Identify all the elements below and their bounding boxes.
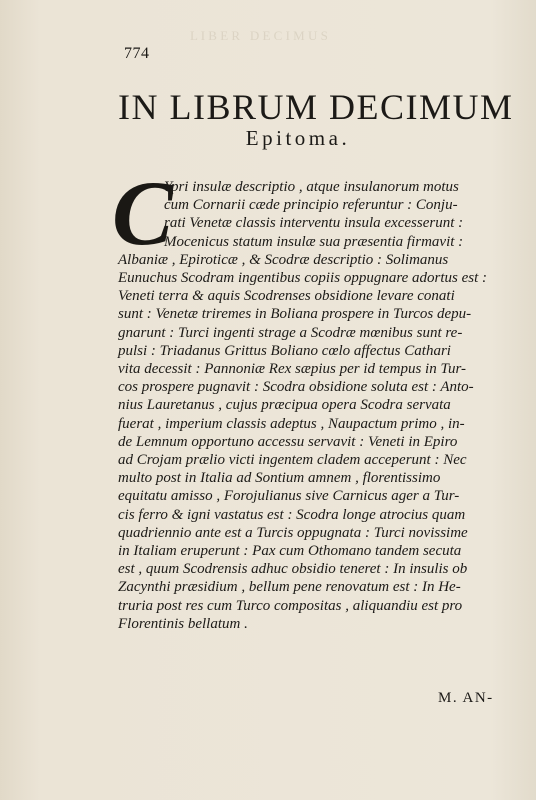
text-line: Eunuchus Scodram ingentibus copiis oppugnare adortus est :	[118, 270, 488, 287]
text-line: Florentinis bellatum .	[118, 615, 248, 632]
page-subtitle: Epitoma.	[245, 126, 351, 150]
text-line: cis ferro & igni vastatus est : Scodra longe atrocius quam	[118, 506, 466, 523]
text-line: vita decessit : Pannoniæ Rex sæpius per id tempus in Tur-	[118, 361, 467, 378]
text-line: est , quum Scodrensis adhuc obsidio teneret : In insulis ob	[118, 561, 468, 578]
text-line: cos prospere pugnavit : Scodra obsidione soluta est : Anto-	[118, 379, 474, 396]
show-through-text: L I B E R D E C I M U S	[190, 28, 328, 43]
text-line: cum Cornarii cæde principio referuntur : Conju-	[164, 197, 458, 214]
page-title: IN LIBRUM DECIMUM	[118, 87, 514, 127]
page-number: 774	[124, 45, 150, 62]
text-line: Mocenicus statum insulæ sua præsentia firmavit :	[164, 233, 464, 250]
epitome-body	[118, 178, 512, 633]
text-line: ad Crojam prælio victi ingentem cladem acceperunt : Nec	[118, 452, 467, 469]
text-line: quadriennio ante est a Turcis oppugnata : Turci novissime	[118, 524, 468, 541]
text-line: Zacynthi præsidium , bellum pene renovatum est : In He-	[118, 579, 461, 596]
text-line: gnarunt : Turci ingenti strage a Scodræ mœnibus sunt re-	[118, 324, 463, 341]
text-line: truria post res cum Turco compositas , aliquandiu est pro	[118, 597, 463, 614]
drop-capital: C	[112, 178, 174, 254]
text-line: multo post in Italia ad Sontium amnem , florentissimo	[118, 470, 441, 487]
text-line: rati Venetæ classis interventu insula excesserunt :	[164, 215, 464, 232]
text-line: pulsi : Triadanus Grittus Boliano cœlo affectus Cathari	[118, 342, 451, 359]
catchword: M. AN-	[438, 690, 494, 706]
text-line: Veneti terra & aquis Scodrenses obsidione levare conati	[118, 288, 455, 305]
text-line: fuerat , imperium classis adeptus , Naupactum primo , in-	[118, 415, 465, 432]
text-line: Albaniæ , Epiroticæ , & Scodræ descriptio : Solimanus	[118, 251, 449, 268]
text-line: equitatu amisso , Forojulianus sive Carnicus ager a Tur-	[118, 488, 460, 505]
text-line: de Lemnum opportuno accessu servavit : Veneti in Epiro	[118, 433, 458, 450]
text-line: nius Lauretanus , cujus præcipua opera Scodra servata	[118, 397, 451, 414]
text-line: Ypri insulæ descriptio , atque insulanorum motus	[164, 179, 459, 195]
text-line: in Italiam eruperunt : Pax cum Othomano tandem secuta	[118, 543, 462, 560]
text-line: sunt : Venetæ triremes in Boliana prospere in Turcos depu-	[118, 306, 472, 323]
